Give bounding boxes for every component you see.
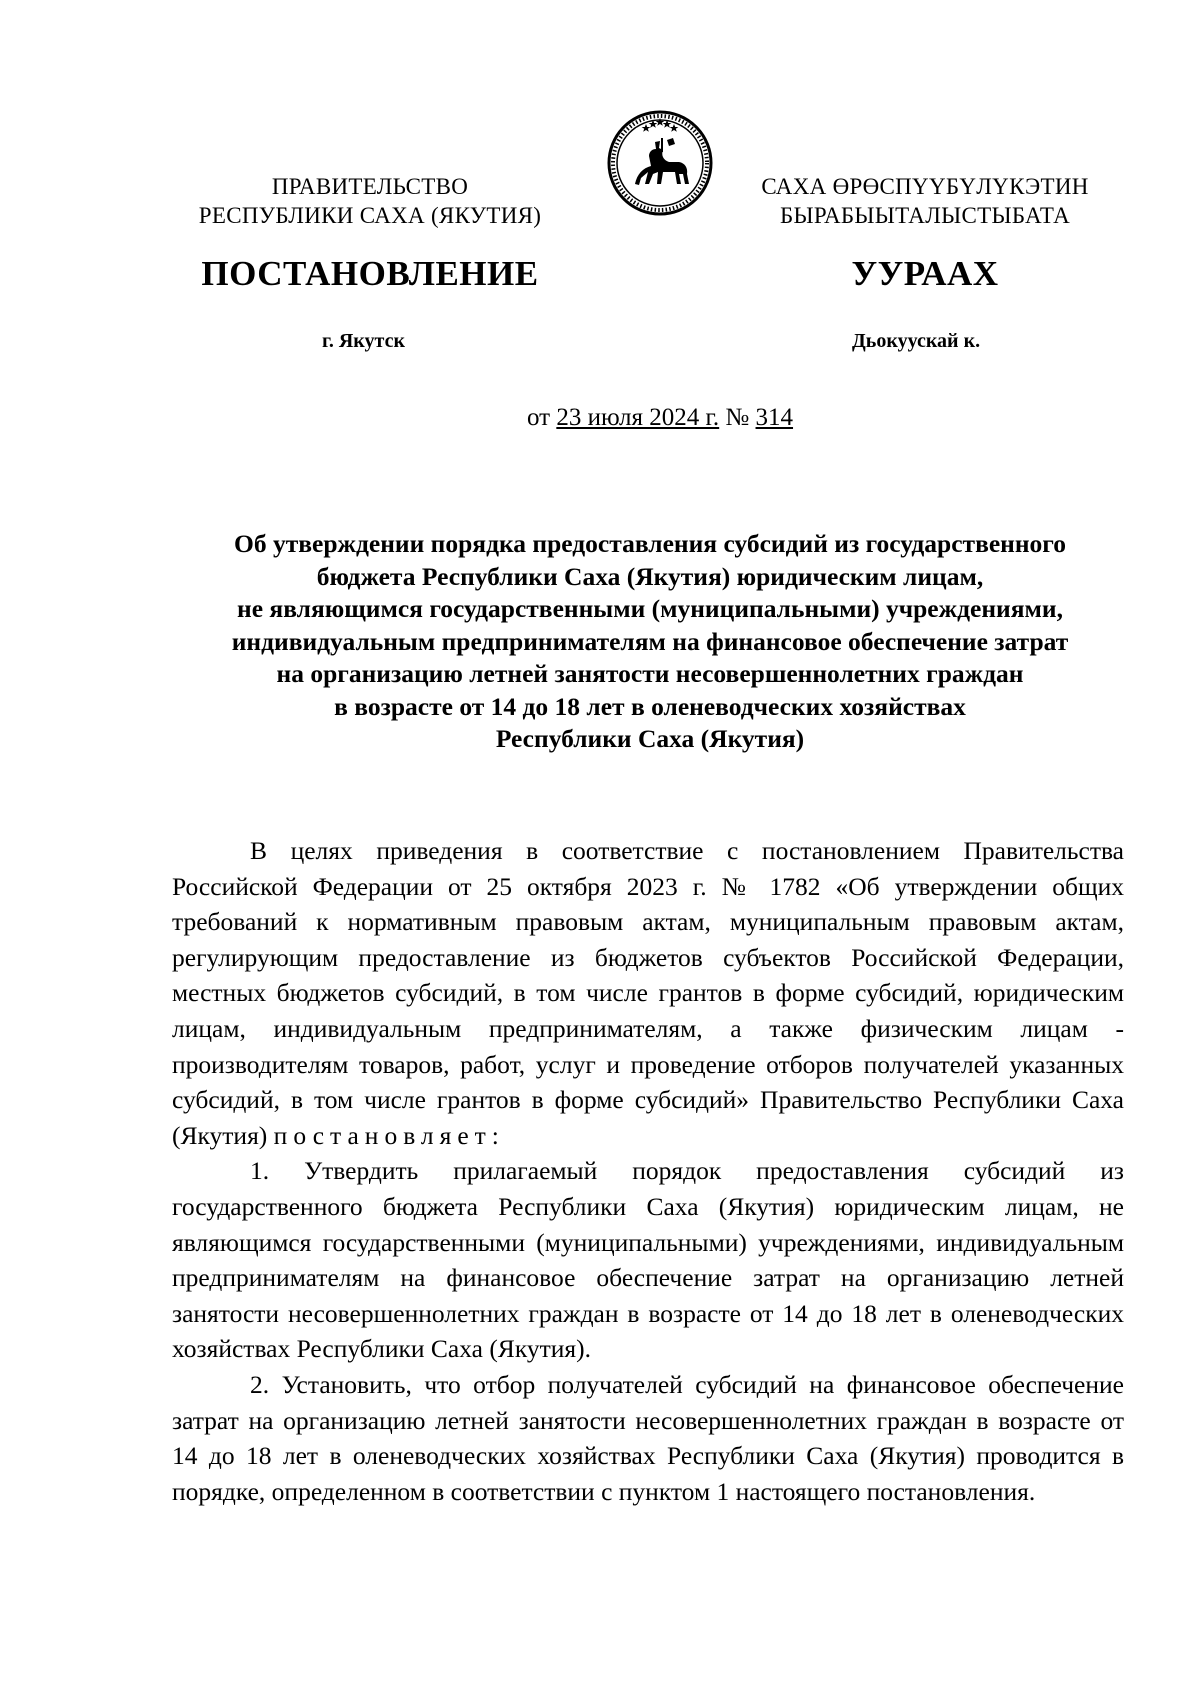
document-number: 314 (755, 404, 794, 431)
doc-type-ru: ПОСТАНОВЛЕНИЕ (201, 254, 539, 293)
header-right-line1: САХА ӨРӨСПҮҮБҮЛҮКЭТИН (761, 174, 1089, 199)
item-1-paragraph: 1. Утвердить прилагаемый порядок предоставления субсидий из государственного бюджета Республики Саха (Якутия) юридическим лицам, не являющимся государственными (муниципальными) учреждениями, индивидуальным предпринимателям на финансовое обеспечение затрат на организацию летней занятости несовершеннолетних граждан в возрасте от 14 до 18 лет в оленеводческих хозяйствах Республики Саха (Якутия). (172, 1156, 1124, 1364)
title-line: Об утверждении порядка предоставления субсидий из государственного (234, 529, 1066, 558)
preamble-paragraph (172, 833, 1124, 1153)
item-2-paragraph: 2. Установить, что отбор получателей субсидий на финансовое обеспечение затрат на организацию летней занятости несовершеннолетних граждан в возрасте от 14 до 18 лет в оленеводческих хозяйствах Республики Саха (Якутия) проводится в порядке, определенном в соответствии с пунктом 1 настоящего постановления. (172, 1369, 1124, 1506)
header-left-line2: РЕСПУБЛИКИ САХА (ЯКУТИЯ) (198, 203, 542, 228)
coat-of-arms-emblem-icon (605, 108, 715, 218)
preamble-text: В целях приведения в соответствие с постановлением Правительства Российской Федерации от 25 октября 2023 г. № 1782 «Об утверждении общих требований к нормативным правовым актам, муниципальным правовым актам, регулирующим предоставление из бюджетов субъектов Российской Федерации, местных бюджетов субсидий, в том числе грантов в форме субсидий, юридическим лицам, индивидуальным предпринимателям, а также физическим лицам - производителям товаров, работ, услуг и проведение отборов получателей указанных субсидий, в том числе грантов в форме субсидий» Правительство Республики Саха (Якутия) (172, 836, 1124, 1150)
title-line: индивидуальным предпринимателям на финансовое обеспечение затрат (231, 626, 1069, 656)
header-right-line2: БЫРАБЫЫТАЛЫСТЫБАТА (779, 203, 1071, 228)
date-prefix: от (526, 404, 557, 431)
city-ru: г. Якутск (322, 330, 405, 352)
document-body (172, 833, 1124, 1509)
header-left-line1: ПРАВИТЕЛЬСТВО (271, 174, 469, 199)
title-line: не являющимся государственными (муниципальными) учреждениями, (237, 594, 1063, 623)
title-line: бюджета Республики Саха (Якутия) юридическим лицам, (316, 561, 984, 591)
title-line: Республики Саха (Якутия) (495, 724, 805, 753)
document-title (170, 528, 1130, 756)
title-line: в возрасте от 14 до 18 лет в оленеводческих хозяйствах (334, 691, 966, 721)
header-left (160, 172, 580, 230)
doc-type-sah: УУРААХ (851, 254, 999, 293)
number-sign: № (719, 404, 756, 431)
date-number-line (0, 404, 1200, 432)
city-sah: Дьокуускай к. (852, 330, 981, 352)
header-right (715, 172, 1135, 230)
preamble-operative-word: постановляет: (273, 1120, 505, 1150)
date-value: 23 июля 2024 г. (556, 404, 720, 431)
title-line: на организацию летней занятости несовершеннолетних граждан (276, 659, 1024, 688)
